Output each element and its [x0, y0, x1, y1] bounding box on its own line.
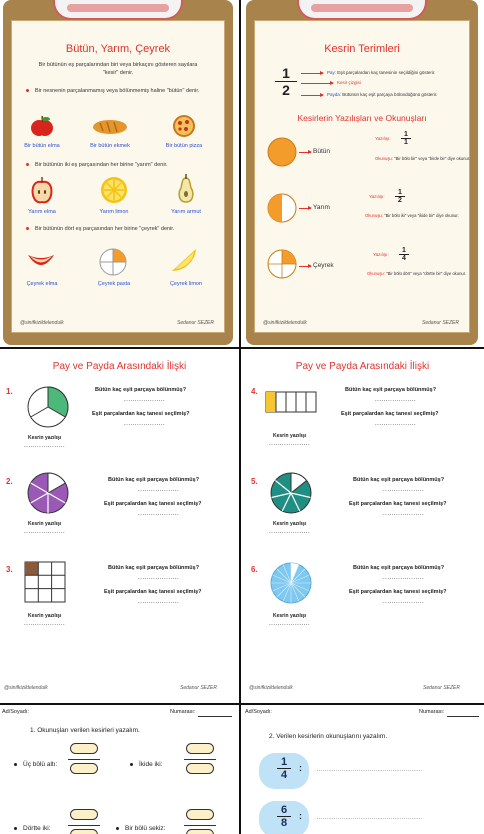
arrow: [299, 266, 311, 267]
question-selected: Eşit parçalardan kaç tanesi seçilmiş?: [341, 411, 439, 417]
number-label: Numarası:: [170, 709, 196, 715]
answer-line[interactable]: ...................: [24, 443, 66, 449]
footer-handle: @sinifkizildelendulk: [249, 685, 293, 691]
fraction-1: $\frac{1}{4}$: [277, 756, 291, 781]
question-parts: Bütün kaç eşit parçaya bölünmüş?: [108, 477, 200, 483]
name-label: Ad/Soyadı:: [2, 709, 29, 715]
caption-quarter-lemon: Çeyrek limon: [169, 281, 203, 287]
question-parts: Bütün kaç eşit parçaya bölünmüş?: [353, 565, 445, 571]
definition-whole: Bir nesnenin parçalanmamış veya bölünmemiş haline "bütün" denir.: [26, 87, 204, 95]
quarter-apple-icon: [26, 251, 56, 271]
subtitle: Kesirlerin Yazılışları ve Okunuşları: [297, 113, 427, 123]
footer-author: Sedanur SEZER: [423, 685, 460, 691]
colon: :: [299, 811, 302, 821]
name-label: Ad/Soyadı:: [245, 709, 272, 715]
caption-whole-pizza: Bir bütün pizza: [165, 143, 203, 149]
fraction-label: Kesrin yazılışı: [273, 521, 307, 527]
answer-box-numerator[interactable]: [186, 743, 214, 754]
clipboard-clip: [297, 0, 427, 20]
fraction-bar: [68, 825, 100, 826]
instruction: 1. Okunuşları verilen kesirleri yazalım.: [30, 727, 140, 734]
answer-line[interactable]: ...................: [138, 487, 180, 493]
answer-box-denominator[interactable]: [186, 829, 214, 834]
fraction-line-label: Kesir çizgisi: [337, 80, 361, 85]
item-4: Bir bölü sekiz:: [116, 825, 165, 832]
question-parts: Bütün kaç eşit parçaya bölünmüş?: [95, 387, 187, 393]
question-number: 4.: [251, 387, 258, 396]
caption-half-lemon: Yarım limon: [99, 209, 129, 215]
item-name: Bütün: [313, 148, 330, 155]
fraction-label: Kesrin yazılışı: [28, 613, 62, 619]
question-number: 2.: [6, 477, 13, 486]
caption-whole-bread: Bir bütün ekmek: [90, 143, 130, 149]
caption-quarter-apple: Çeyrek elma: [26, 281, 58, 287]
question-parts: Bütün kaç eşit parçaya bölünmüş?: [353, 477, 445, 483]
item-fraction: $\frac{1}{2}$: [395, 189, 405, 204]
question-parts: Bütün kaç eşit parçaya bölünmüş?: [108, 565, 200, 571]
arrow-line: [301, 83, 333, 84]
number-line[interactable]: [447, 716, 479, 717]
exercise-sheet-left: [0, 705, 239, 834]
question-number: 5.: [251, 477, 258, 486]
exercise-sheet-right: [241, 705, 484, 834]
number-line[interactable]: [198, 716, 232, 717]
answer-box-denominator[interactable]: [186, 763, 214, 774]
item-name: Çeyrek: [313, 262, 334, 269]
item-1: Üç bölü altı:: [14, 761, 57, 768]
payda-definition: Payda: Bütünün kaç eşit parçaya bölündüğünü gösterir.: [327, 92, 438, 97]
denominator: 2: [282, 82, 290, 98]
fraction-label: Kesrin yazılışı: [273, 433, 307, 439]
item-fraction: $\frac{1}{4}$: [399, 247, 409, 262]
footer-author: Sedanur SEZER: [177, 320, 214, 326]
half-lemon-icon: [100, 176, 128, 204]
numerator: 1: [275, 65, 297, 82]
pay-definition: Pay: Eşit parçalardan kaç tanesinin seçildiğini gösterir.: [327, 70, 436, 75]
yazilis-label: Yazılışı:: [373, 252, 389, 257]
colon: :: [299, 763, 302, 773]
yazilis-label: Yazılışı:: [375, 136, 391, 141]
answer-line[interactable]: ...................: [375, 397, 417, 403]
answer-line[interactable]: ...................: [383, 511, 425, 517]
answer-line[interactable]: ...................: [138, 575, 180, 581]
pie-thirds-shape: [26, 385, 70, 429]
grid-ninths-shape: [24, 561, 66, 603]
pie-sixths-shape: [26, 471, 70, 515]
answer-line[interactable]: ...................: [269, 621, 311, 627]
answer-line[interactable]: ........................................................: [317, 767, 423, 773]
half-pear-icon: [176, 174, 196, 204]
sheet: [11, 20, 225, 333]
worksheet-right: [241, 349, 484, 703]
worksheet-left: [0, 349, 239, 703]
quarter-cake-icon: [98, 247, 128, 277]
answer-line[interactable]: ...................: [269, 529, 311, 535]
answer-box-numerator[interactable]: [70, 809, 98, 820]
panel-title: Kesrin Terimleri: [324, 43, 400, 55]
fraction-label: Kesrin yazılışı: [273, 613, 307, 619]
question-selected: Eşit parçalardan kaç tanesi seçilmiş?: [92, 411, 190, 417]
clipboard-panel-fraction-terms: [246, 0, 478, 345]
answer-line[interactable]: ...................: [383, 599, 425, 605]
fraction-label: Kesrin yazılışı: [28, 521, 62, 527]
arrow-payda: [301, 95, 323, 96]
number-label: Numarası:: [419, 709, 445, 715]
fraction-bar: [68, 759, 100, 760]
bread-icon: [92, 119, 128, 135]
footer-author: Sedanur SEZER: [180, 685, 217, 691]
answer-line[interactable]: ...................: [24, 621, 66, 627]
clipboard-panel-whole-half-quarter: [3, 0, 233, 345]
whole-circle-icon: [267, 137, 297, 167]
definition-fraction: Bir bütünün eş parçalarından biri veya birkaçını gösteren sayılara "kesir" denir.: [38, 62, 198, 76]
answer-line[interactable]: ...................: [124, 397, 166, 403]
okunus-text: Okunuşu: "Bir bölü iki" veya "ikide bir" diye okunur.: [365, 213, 459, 218]
answer-line[interactable]: ...................: [269, 441, 311, 447]
answer-box-numerator[interactable]: [70, 743, 98, 754]
caption-whole-apple: Bir bütün elma: [24, 143, 60, 149]
quarter-circle-icon: [267, 249, 297, 279]
fraction-2: $\frac{6}{8}$: [277, 804, 291, 829]
quarter-lemon-icon: [170, 247, 200, 273]
footer-handle: @sinifkizildelendulk: [4, 685, 48, 691]
answer-line[interactable]: ...................: [24, 529, 66, 535]
fraction-bar: [184, 825, 216, 826]
question-parts: Bütün kaç eşit parçaya bölünmüş?: [345, 387, 437, 393]
okunus-text: Okunuşu: "Bir bölü dört" veya "dörtte bir" diye okunur.: [367, 271, 467, 276]
fraction-bar: [184, 759, 216, 760]
answer-line[interactable]: ...................: [138, 511, 180, 517]
question-selected: Eşit parçalardan kaç tanesi seçilmiş?: [104, 501, 202, 507]
answer-line[interactable]: ........................................................: [317, 815, 423, 821]
question-selected: Eşit parçalardan kaç tanesi seçilmiş?: [349, 589, 447, 595]
fraction-label: Kesrin yazılışı: [28, 435, 62, 441]
half-apple-icon: [30, 176, 54, 204]
item-3: Dörtte iki:: [14, 825, 50, 832]
pizza-icon: [172, 114, 196, 138]
item-name: Yarım: [313, 204, 330, 211]
worksheet-title: Pay ve Payda Arasındaki İlişki: [52, 361, 187, 372]
question-number: 6.: [251, 565, 258, 574]
caption-half-pear: Yarım armut: [171, 209, 201, 215]
item-fraction: $\frac{1}{1}$: [401, 131, 411, 146]
answer-line[interactable]: ...................: [138, 599, 180, 605]
answer-line[interactable]: ...................: [124, 421, 166, 427]
footer-author: Sedanur SEZER: [422, 320, 459, 326]
definition-half: Bir bütünün iki eş parçasından her birine "yarım" denir.: [26, 161, 210, 169]
question-number: 3.: [6, 565, 13, 574]
question-selected: Eşit parçalardan kaç tanesi seçilmiş?: [104, 589, 202, 595]
pie-sevenths-shape: [269, 471, 313, 515]
answer-box-denominator[interactable]: [70, 763, 98, 774]
question-number: 1.: [6, 387, 13, 396]
yazilis-label: Yazılışı:: [369, 194, 385, 199]
footer-handle: @sinifkizildelendulk: [263, 320, 307, 326]
question-selected: Eşit parçalardan kaç tanesi seçilmiş?: [349, 501, 447, 507]
arrow: [299, 152, 311, 153]
half-circle-icon: [267, 193, 297, 223]
definition-quarter: Bir bütünün dört eş parçasından her birine "çeyrek" denir.: [26, 225, 210, 233]
arrow-pay: [301, 73, 323, 74]
worksheet-title: Pay ve Payda Arasındaki İlişki: [295, 361, 430, 372]
answer-box-numerator[interactable]: [186, 809, 214, 820]
answer-line[interactable]: ...................: [375, 421, 417, 427]
answer-line[interactable]: ...................: [383, 487, 425, 493]
panel-title: Bütün, Yarım, Çeyrek: [65, 43, 171, 55]
answer-box-denominator[interactable]: [70, 829, 98, 834]
pie-many-slices-shape: [269, 561, 313, 605]
answer-line[interactable]: ...................: [383, 575, 425, 581]
clipboard-clip: [53, 0, 183, 20]
arrow: [299, 208, 311, 209]
item-2: İkide iki:: [130, 761, 162, 768]
big-fraction: [275, 65, 297, 98]
okunus-text: Okunuşu: "Bir bölü bir" veya "birde bir" diye okunur.: [375, 156, 471, 161]
apple-icon: [30, 114, 54, 138]
footer-handle: @sinifkizildelendulk: [20, 320, 64, 326]
caption-quarter-cake: Çeyrek pasta: [97, 281, 131, 287]
instruction: 2. Verilen kesirlerin okunuşlarını yazalım.: [269, 733, 388, 740]
sheet: [254, 20, 470, 333]
bar-fifths-shape: [265, 391, 317, 413]
caption-half-apple: Yarım elma: [28, 209, 56, 215]
